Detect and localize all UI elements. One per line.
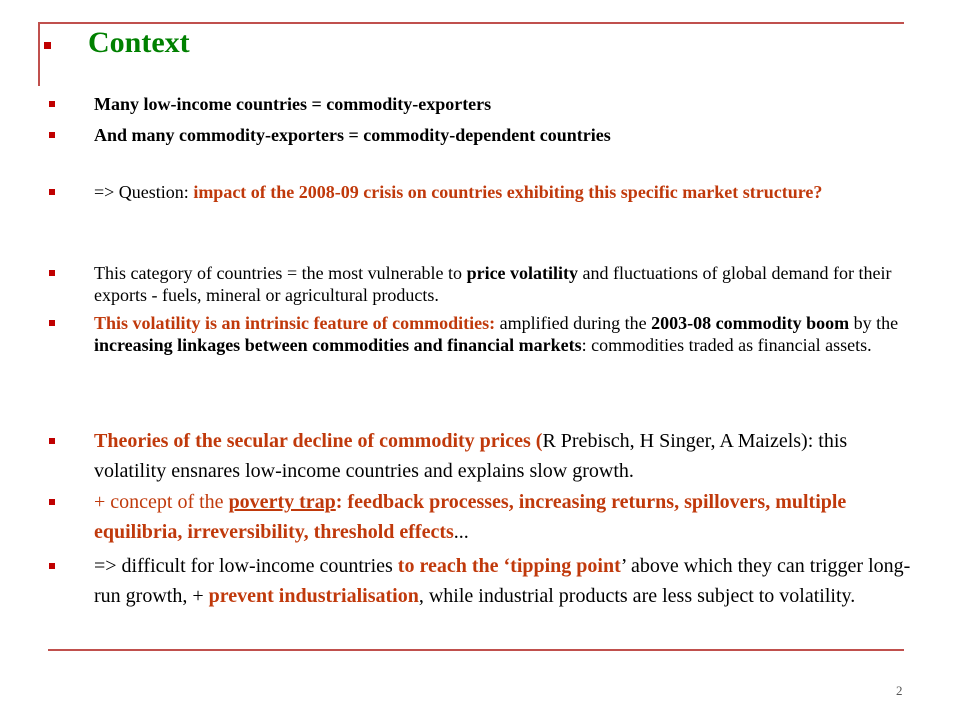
bullet-text: And many commodity-exporters = commodity-dependent countries — [94, 125, 611, 145]
text-run: and fluctuations of global demand for their exports - fuels, mineral or agricultural products. — [94, 263, 892, 305]
bullet-item-6 — [49, 426, 919, 486]
bullet-item-5 — [49, 312, 919, 356]
square-bullet-icon — [49, 320, 55, 326]
text-run-bold: 2003-08 commodity boom — [651, 313, 850, 333]
bullet-text — [94, 181, 919, 203]
text-run: => Question: — [94, 182, 194, 202]
text-run-bold: price volatility — [466, 263, 579, 283]
text-run: R Prebisch, H Singer, A Maizels): this volatility ensnares low-income countries and explains slow growth. — [94, 430, 848, 482]
text-run: This category of countries = the most vulnerable to — [94, 263, 467, 283]
square-bullet-icon — [49, 132, 55, 138]
text-run: : commodities traded as financial assets. — [581, 335, 872, 355]
text-run: ’ above which they can trigger long-run growth, + — [94, 555, 911, 607]
bullet-text — [94, 487, 919, 547]
text-run: , while industrial products are less subject to volatility. — [418, 585, 856, 607]
bullet-item-2 — [49, 124, 919, 146]
slide-title: Context — [88, 26, 190, 59]
bullet-item-8 — [49, 551, 919, 611]
bullet-item-7 — [49, 487, 919, 547]
bullet-item-3 — [49, 181, 919, 203]
text-run-underlined: poverty trap — [228, 491, 336, 513]
bullet-text — [94, 312, 919, 356]
text-run: => difficult for low-income countries — [94, 555, 398, 577]
bullet-text — [94, 426, 919, 486]
square-bullet-icon — [49, 270, 55, 276]
text-run-emphasis: impact of the 2008-09 crisis on countries exhibiting this specific market structure? — [193, 182, 823, 202]
square-bullet-icon — [49, 499, 55, 505]
bullet-text: Many low-income countries = commodity-exporters — [94, 94, 492, 114]
square-bullet-icon — [49, 101, 55, 107]
text-run-bold: increasing linkages between commodities and financial markets — [94, 335, 582, 355]
text-run-emphasis: This volatility is an intrinsic feature of commodities: — [94, 313, 496, 333]
bullet-item-1 — [49, 93, 919, 115]
square-bullet-icon — [49, 438, 55, 444]
text-run-bold: : feedback processes, increasing returns, spillovers, multiple equilibria, irreversibility, threshold effects — [94, 491, 847, 543]
text-run: amplified during the — [495, 313, 652, 333]
square-bullet-icon — [49, 563, 55, 569]
text-run: by the — [849, 313, 899, 333]
bullet-text — [94, 262, 919, 306]
text-run-emphasis: to reach the ‘tipping point — [397, 555, 621, 577]
square-bullet-icon — [49, 189, 55, 195]
text-run-emphasis: Theories of the secular decline of commodity prices ( — [94, 430, 543, 452]
page-number: 2 — [896, 683, 903, 698]
text-run: ... — [453, 521, 469, 543]
text-run: + concept of the — [94, 491, 229, 513]
text-run-emphasis: prevent industrialisation — [208, 585, 419, 607]
bullet-item-4 — [49, 262, 919, 306]
bullet-text — [94, 551, 919, 611]
